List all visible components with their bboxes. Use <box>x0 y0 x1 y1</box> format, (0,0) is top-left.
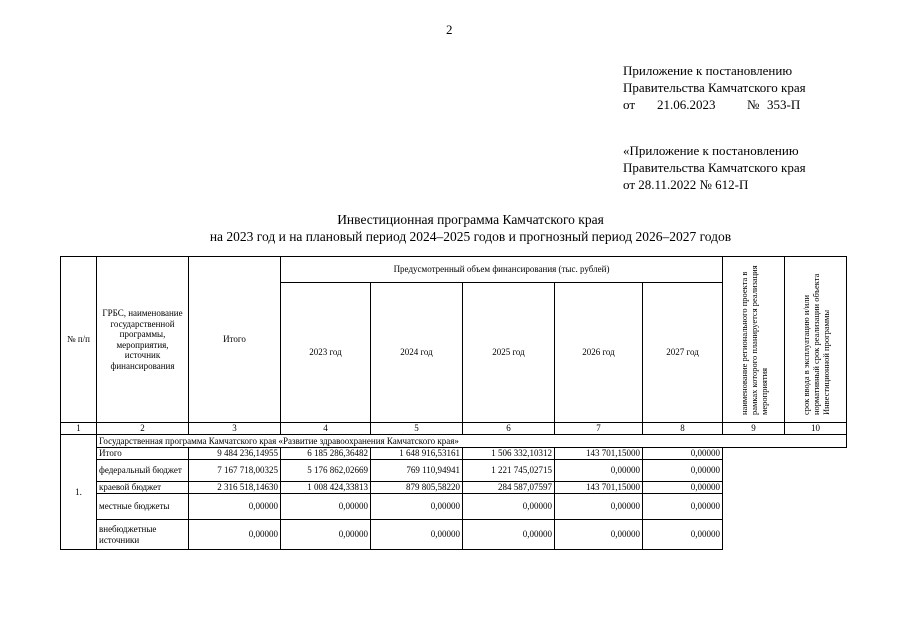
appendix-current <box>623 62 806 113</box>
col-number: 10 <box>785 423 847 435</box>
row-total: 7 167 718,00325 <box>189 460 281 482</box>
col-number: 1 <box>61 423 97 435</box>
row-2024: 879 805,58220 <box>371 482 463 494</box>
appendix-prev-line1: «Приложение к постановлению <box>623 143 799 158</box>
decree-number: 353-П <box>767 97 801 112</box>
row-2023: 5 176 862,02669 <box>281 460 371 482</box>
header-2027: 2027 год <box>643 283 723 423</box>
row-2023: 1 008 424,33813 <box>281 482 371 494</box>
header-total: Итого <box>189 257 281 423</box>
row-2023: 0,00000 <box>281 494 371 520</box>
column-number-row <box>61 423 847 435</box>
appendix-prev-line3: от 28.11.2022 № 612-П <box>623 177 749 192</box>
row-2025: 1 506 332,10312 <box>463 448 555 460</box>
row-2026: 0,00000 <box>555 460 643 482</box>
row-2026: 143 701,15000 <box>555 448 643 460</box>
header-grbs: ГРБС, наименование государственной программы, мероприятия, источник финансирования <box>97 257 189 423</box>
investment-program-table <box>60 256 847 550</box>
row-2025: 0,00000 <box>463 520 555 550</box>
row-name: местные бюджеты <box>97 494 189 520</box>
header-num: № п/п <box>61 257 97 423</box>
row-2024: 0,00000 <box>371 494 463 520</box>
header-deadline: срок ввода в эксплуатацию и/или нормативный срок реализации объекта Инвестиционной программы <box>800 273 831 415</box>
col-number: 7 <box>555 423 643 435</box>
row-2027: 0,00000 <box>643 482 723 494</box>
title-line1: Инвестиционная программа Камчатского края <box>337 212 604 227</box>
col-number: 3 <box>189 423 281 435</box>
appendix-current-line1: Приложение к постановлению <box>623 63 793 78</box>
header-2026: 2026 год <box>555 283 643 423</box>
header-2025: 2025 год <box>463 283 555 423</box>
row-total: 0,00000 <box>189 520 281 550</box>
col-number: 9 <box>723 423 785 435</box>
program-title-row <box>61 435 847 448</box>
program-title: Государственная программа Камчатского края «Развитие здравоохранения Камчатского края» <box>97 435 847 448</box>
row-total: 2 316 518,14630 <box>189 482 281 494</box>
row-2023: 0,00000 <box>281 520 371 550</box>
from-label: от <box>623 97 636 112</box>
row-2026: 143 701,15000 <box>555 482 643 494</box>
row-2027: 0,00000 <box>643 460 723 482</box>
header-project: наименование регионального проекта в рамках которого планируется реализация мероприятия <box>738 264 769 415</box>
row-2027: 0,00000 <box>643 520 723 550</box>
row-total: 0,00000 <box>189 494 281 520</box>
col-number: 2 <box>97 423 189 435</box>
appendix-prev-line2: Правительства Камчатского края <box>623 160 806 175</box>
header-2024: 2024 год <box>371 283 463 423</box>
col-number: 5 <box>371 423 463 435</box>
appendix-previous <box>623 142 806 193</box>
row-number: 1. <box>61 435 97 550</box>
row-name: Итого <box>97 448 189 460</box>
empty-cell <box>723 448 847 550</box>
row-2024: 769 110,94941 <box>371 460 463 482</box>
table-row <box>61 448 847 460</box>
appendix-current-date-line <box>623 96 806 113</box>
col-number: 6 <box>463 423 555 435</box>
row-total: 9 484 236,14955 <box>189 448 281 460</box>
row-2025: 0,00000 <box>463 494 555 520</box>
header-funding: Предусмотренный объем финансирования (тыс. рублей) <box>281 257 723 283</box>
row-2026: 0,00000 <box>555 520 643 550</box>
row-name: краевой бюджет <box>97 482 189 494</box>
row-2027: 0,00000 <box>643 448 723 460</box>
row-2027: 0,00000 <box>643 494 723 520</box>
row-2025: 1 221 745,02715 <box>463 460 555 482</box>
row-name: федеральный бюджет <box>97 460 189 482</box>
row-2024: 1 648 916,53161 <box>371 448 463 460</box>
number-label: № <box>747 97 760 112</box>
document-title <box>0 211 905 245</box>
row-2026: 0,00000 <box>555 494 643 520</box>
row-2025: 284 587,07597 <box>463 482 555 494</box>
header-project-cell <box>723 257 785 423</box>
header-2023: 2023 год <box>281 283 371 423</box>
header-deadline-cell <box>785 257 847 423</box>
row-2023: 6 185 286,36482 <box>281 448 371 460</box>
page-number: 2 <box>446 22 453 37</box>
row-2024: 0,00000 <box>371 520 463 550</box>
col-number: 8 <box>643 423 723 435</box>
row-name: внебюджетные источники <box>97 520 189 550</box>
title-line2: на 2023 год и на плановый период 2024–2025 годов и прогнозный период 2026–2027 годов <box>209 229 732 244</box>
appendix-current-line2: Правительства Камчатского края <box>623 80 806 95</box>
decree-date: 21.06.2023 <box>657 97 716 112</box>
col-number: 4 <box>281 423 371 435</box>
